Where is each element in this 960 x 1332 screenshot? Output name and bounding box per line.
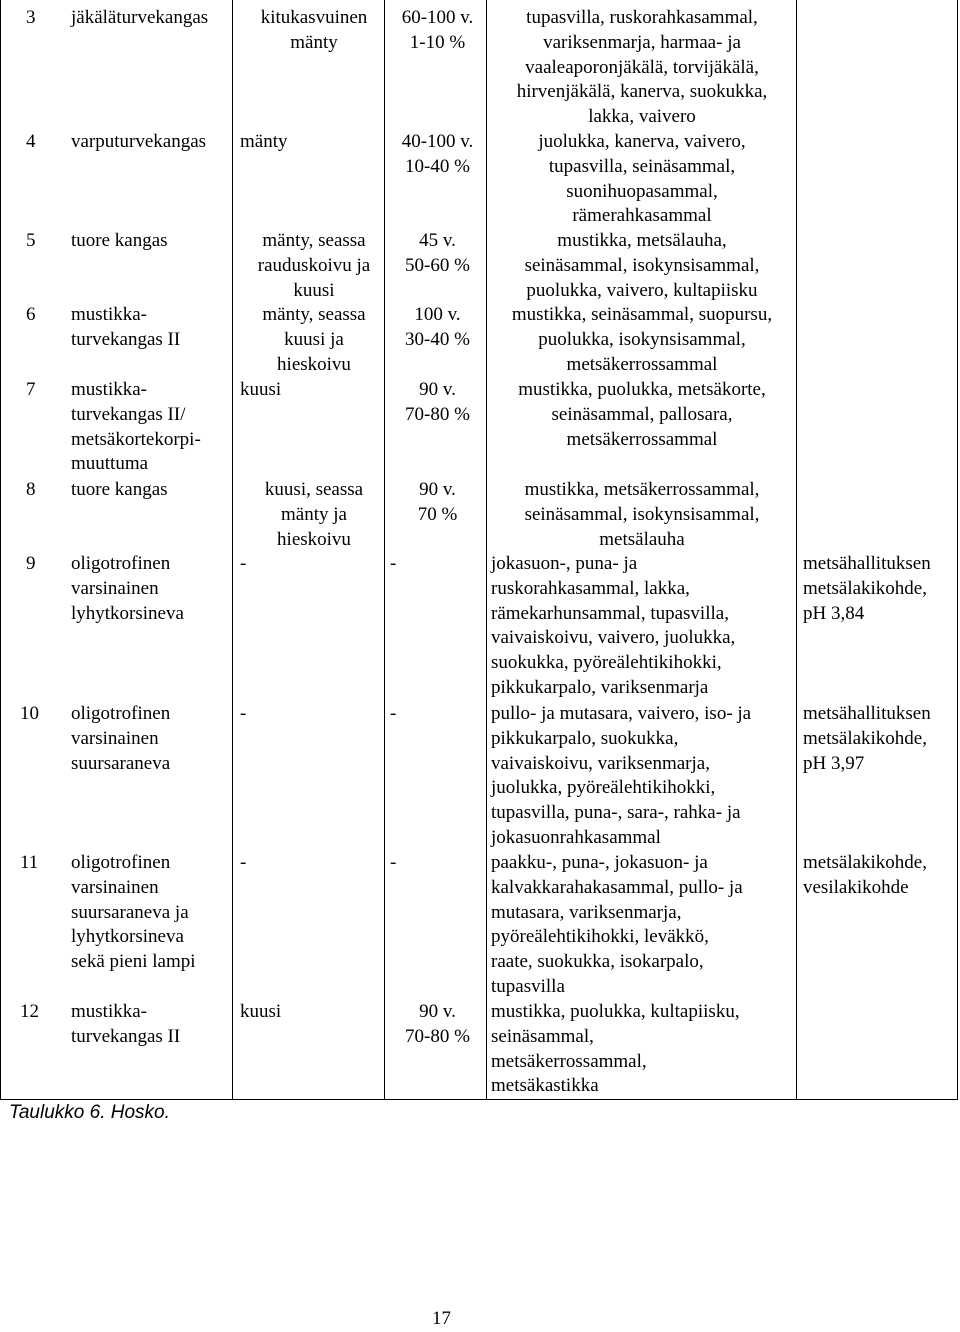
vegetation-line: hirvenjäkälä, kanerva, suokukka,: [516, 81, 768, 103]
habitat-type: [71, 378, 201, 477]
remarks-line: pH 3,97: [803, 752, 865, 774]
tree-species-line: kuusi: [293, 279, 335, 301]
habitat-type-line: mustikka-: [71, 379, 147, 400]
vegetation-line: juolukka, pyöreälehtikihokki,: [491, 777, 716, 799]
habitat-type-line: oligotrofinen: [71, 703, 171, 724]
vegetation-line: mutasara, variksenmarja,: [491, 901, 682, 923]
vegetation: [491, 378, 793, 452]
tree-age-cover: [390, 478, 485, 528]
vegetation-line: tupasvilla, seinäsammal,: [548, 155, 736, 177]
tree-age-cover-line: -: [390, 553, 397, 574]
remarks-line: metsälakikohde,: [803, 852, 927, 873]
tree-species-line: kuusi: [240, 379, 282, 400]
tree-age-cover-line: 90 v.: [419, 479, 456, 500]
vegetation: [491, 702, 793, 851]
tree-species-line: hieskoivu: [277, 353, 351, 375]
vegetation-line: mustikka, seinäsammal, suopursu,: [511, 304, 773, 325]
vegetation-line: lakka, vaivero: [588, 106, 696, 128]
habitat-type: [71, 702, 170, 776]
row-number: 7: [26, 379, 36, 400]
tree-age-cover: [390, 378, 485, 428]
tree-species-line: -: [240, 553, 247, 574]
habitat-type-line: oligotrofinen: [71, 553, 171, 574]
habitat-type: [71, 851, 196, 975]
habitat-type-line: turvekangas II: [71, 1025, 181, 1047]
tree-species-line: -: [240, 703, 247, 724]
remarks-line: vesilakikohde: [803, 876, 909, 898]
tree-age-cover: [390, 552, 485, 577]
tree-age-cover-line: 45 v.: [419, 230, 456, 251]
habitat-type: [71, 478, 168, 503]
row-number: 6: [26, 304, 36, 325]
vegetation: [491, 478, 793, 552]
vegetation-line: puolukka, vaivero, kultapiisku: [526, 279, 758, 301]
vegetation-line: tupasvilla, puna-, sara-, rahka- ja: [491, 802, 741, 824]
tree-age-cover: [390, 702, 485, 727]
vegetation-line: juolukka, kanerva, vaivero,: [538, 131, 746, 152]
remarks: [803, 552, 931, 626]
vegetation-line: vaivaiskoivu, variksenmarja,: [491, 752, 710, 774]
column-divider: [486, 0, 487, 1100]
habitat-type-line: oligotrofinen: [71, 852, 171, 873]
vegetation-line: metsäkastikka: [491, 1075, 599, 1097]
vegetation-line: suonihuopasammal,: [566, 180, 718, 202]
tree-species-line: kuusi, seassa: [264, 479, 364, 500]
column-divider: [796, 0, 797, 1100]
tree-species: [240, 303, 388, 377]
vegetation-line: ruskorahkasammal, lakka,: [491, 577, 690, 599]
habitat-type: [71, 552, 184, 626]
habitat-type-line: varputurvekangas: [71, 131, 207, 152]
tree-age-cover: [390, 1000, 485, 1050]
vegetation-line: tupasvilla: [491, 975, 565, 997]
tree-species: [240, 478, 388, 552]
vegetation-line: puolukka, isokynsisammal,: [538, 328, 746, 350]
tree-species-line: -: [240, 852, 247, 873]
vegetation-line: metsälauha: [599, 528, 685, 550]
tree-species-line: mänty, seassa: [262, 230, 366, 251]
tree-age-cover-line: 60-100 v.: [401, 7, 474, 28]
vegetation-line: seinäsammal, isokynsisammal,: [524, 503, 760, 525]
vegetation-line: metsäkerrossammal: [566, 428, 718, 450]
vegetation-line: pullo- ja mutasara, vaivero, iso- ja: [491, 703, 752, 724]
vegetation-line: rämerahkasammal: [572, 205, 712, 227]
remarks-line: metsälakikohde,: [803, 727, 927, 749]
vegetation-line: metsäkerrossammal: [566, 353, 718, 375]
remarks-line: metsähallituksen: [803, 703, 931, 724]
vegetation-line: pikkukarpalo, suokukka,: [491, 727, 679, 749]
vegetation: [491, 229, 793, 303]
tree-species: [240, 702, 388, 727]
tree-age-cover-line: 1-10 %: [409, 31, 466, 53]
tree-age-cover-line: -: [390, 852, 397, 873]
tree-species: [240, 130, 388, 155]
page-number: 17: [432, 1308, 451, 1329]
vegetation: [491, 303, 793, 377]
tree-species: [240, 552, 388, 577]
vegetation-line: jokasuon-, puna- ja: [491, 553, 638, 574]
vegetation-line: kalvakkarahakasammal, pullo- ja: [491, 876, 743, 898]
habitat-type-line: lyhytkorsineva: [71, 602, 184, 624]
column-divider: [232, 0, 233, 1100]
tree-age-cover: [390, 229, 485, 279]
tree-species-line: kuusi ja: [284, 328, 344, 350]
habitat-type: [71, 6, 208, 31]
habitat-type: [71, 1000, 180, 1050]
vegetation: [491, 130, 793, 229]
vegetation-line: mustikka, puolukka, kultapiisku,: [491, 1001, 740, 1022]
tree-age-cover: [390, 303, 485, 353]
remarks-line: metsähallituksen: [803, 553, 931, 574]
habitat-type-line: varsinainen: [71, 577, 159, 599]
tree-species: [240, 6, 388, 56]
tree-age-cover-line: 70-80 %: [405, 403, 470, 425]
habitat-type-line: jäkäläturvekangas: [71, 7, 209, 28]
tree-species-line: kuusi: [240, 1001, 282, 1022]
habitat-type-line: muuttuma: [71, 453, 149, 475]
tree-age-cover-line: 30-40 %: [405, 328, 470, 350]
vegetation-line: paakku-, puna-, jokasuon- ja: [491, 852, 708, 873]
row-number: 8: [26, 479, 36, 500]
tree-species: [240, 1000, 388, 1025]
vegetation-line: seinäsammal, isokynsisammal,: [524, 254, 760, 276]
row-number: 5: [26, 230, 36, 251]
vegetation-line: variksenmarja, harmaa- ja: [543, 31, 741, 53]
row-number: 11: [20, 852, 39, 873]
row-number: 9: [26, 553, 36, 574]
vegetation: [491, 552, 793, 701]
habitat-type-line: tuore kangas: [71, 479, 168, 500]
vegetation: [491, 851, 793, 1000]
tree-species-line: mänty: [240, 131, 288, 152]
habitat-type-line: metsäkortekorpi-: [71, 428, 201, 450]
habitat-type: [71, 229, 168, 254]
tree-species-line: hieskoivu: [277, 528, 351, 550]
habitat-type-line: mustikka-: [71, 304, 147, 325]
habitat-type-line: tuore kangas: [71, 230, 168, 251]
habitat-type-line: varsinainen: [71, 727, 159, 749]
tree-age-cover-line: 70 %: [417, 503, 458, 525]
tree-species-line: mänty, seassa: [262, 304, 366, 325]
table-caption: Taulukko 6. Hosko.: [9, 1102, 170, 1123]
tree-age-cover: [390, 6, 485, 56]
habitat-type-line: lyhytkorsineva: [71, 926, 184, 948]
remarks-line: metsälakikohde,: [803, 577, 927, 599]
vegetation-line: mustikka, puolukka, metsäkorte,: [518, 379, 766, 400]
habitat-type-line: suursaraneva ja: [71, 901, 189, 923]
tree-species-line: mänty ja: [281, 503, 347, 525]
habitat-type-line: sekä pieni lampi: [71, 951, 196, 973]
tree-age-cover-line: 10-40 %: [405, 155, 470, 177]
habitat-type: [71, 303, 180, 353]
tree-age-cover: [390, 851, 485, 876]
vegetation-line: seinäsammal,: [491, 1025, 594, 1047]
tree-age-cover-line: -: [390, 703, 397, 724]
tree-species-line: mänty: [290, 31, 338, 53]
vegetation-line: raate, suokukka, isokarpalo,: [491, 951, 704, 973]
remarks: [803, 702, 931, 776]
vegetation-line: tupasvilla, ruskorahkasammal,: [526, 7, 758, 28]
vegetation-line: pyöreälehtikihokki, leväkkö,: [491, 926, 709, 948]
vegetation-line: mustikka, metsälauha,: [557, 230, 727, 251]
habitat-type-line: mustikka-: [71, 1001, 147, 1022]
vegetation-line: metsäkerrossammal,: [491, 1050, 647, 1072]
vegetation-line: pikkukarpalo, variksenmarja: [491, 676, 709, 698]
row-number: 4: [26, 131, 36, 152]
vegetation-line: rämekarhunsammal, tupasvilla,: [491, 602, 729, 624]
tree-age-cover-line: 70-80 %: [405, 1025, 470, 1047]
vegetation-line: vaaleaporonjäkälä, torvijäkälä,: [525, 56, 759, 78]
habitat-type-line: varsinainen: [71, 876, 159, 898]
vegetation-line: vaivaiskoivu, vaivero, juolukka,: [491, 627, 736, 649]
row-number: 3: [26, 7, 36, 28]
habitat-type: [71, 130, 206, 155]
tree-species: [240, 378, 388, 403]
tree-species-line: kitukasvuinen: [260, 7, 368, 28]
row-number: 10: [20, 703, 39, 724]
tree-age-cover-line: 100 v.: [414, 304, 461, 325]
vegetation-line: seinäsammal, pallosara,: [551, 403, 733, 425]
tree-age-cover: [390, 130, 485, 180]
habitat-type-line: turvekangas II: [71, 328, 181, 350]
habitat-type-line: suursaraneva: [71, 752, 171, 774]
habitat-type-line: turvekangas II/: [71, 403, 186, 425]
vegetation-line: suokukka, pyöreälehtikihokki,: [491, 652, 722, 674]
remarks: [803, 851, 927, 901]
vegetation-line: mustikka, metsäkerrossammal,: [524, 479, 760, 500]
remarks-line: pH 3,84: [803, 602, 865, 624]
tree-age-cover-line: 50-60 %: [405, 254, 470, 276]
tree-species: [240, 229, 388, 303]
tree-species: [240, 851, 388, 876]
row-number: 12: [20, 1001, 39, 1022]
vegetation: [491, 1000, 793, 1099]
tree-age-cover-line: 90 v.: [419, 379, 456, 400]
tree-age-cover-line: 90 v.: [419, 1001, 456, 1022]
tree-species-line: rauduskoivu ja: [257, 254, 371, 276]
vegetation: [491, 6, 793, 130]
tree-age-cover-line: 40-100 v.: [401, 131, 474, 152]
vegetation-line: jokasuonrahkasammal: [491, 826, 661, 848]
